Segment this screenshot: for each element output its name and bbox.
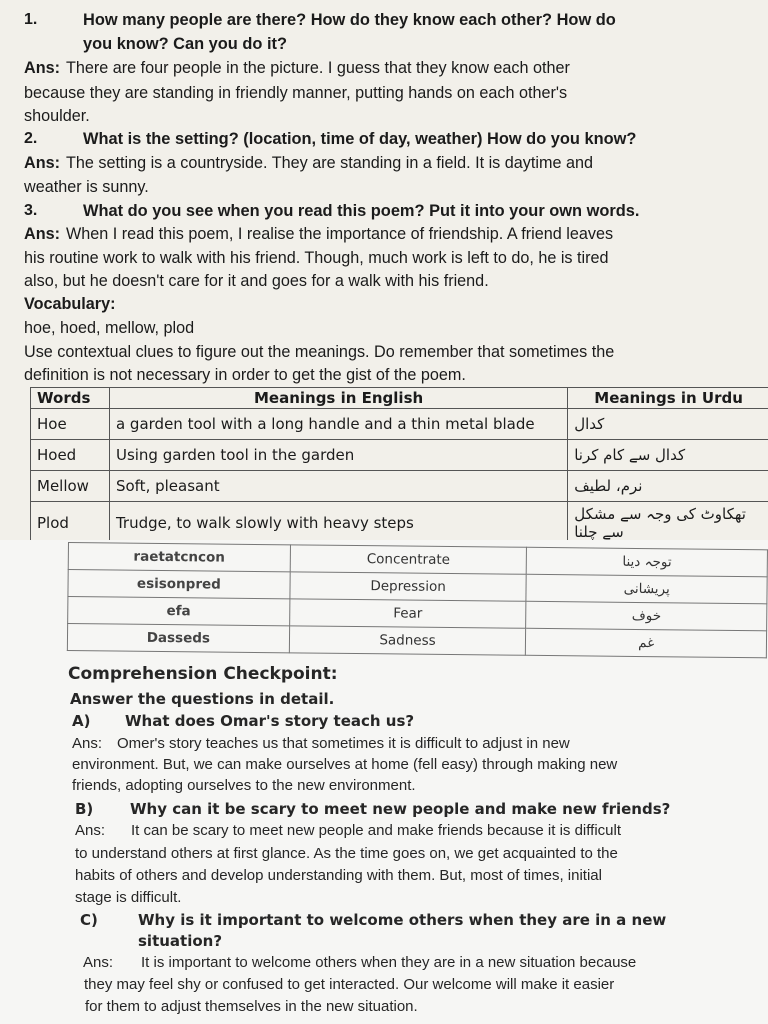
question-label: A) — [72, 712, 91, 730]
answer-text: they may feel shy or confused to get interacted. Our welcome will make it easier — [84, 976, 615, 993]
question-text: Why can it be scary to meet new people and make new friends? — [130, 800, 671, 818]
word-cell: Hoed — [31, 440, 110, 471]
english-meaning-cell: Fear — [289, 599, 526, 628]
question-text: Why is it important to welcome others when they are in a new — [138, 911, 667, 929]
scrambled-word-cell: esisonpred — [68, 570, 290, 599]
english-meaning-cell: Concentrate — [290, 545, 527, 574]
question-number: 3. — [24, 202, 38, 219]
urdu-meaning-cell: خوف — [526, 601, 767, 631]
answer-text: It can be scary to meet new people and make friends because it is difficult — [131, 822, 621, 839]
urdu-meaning-cell: تھکاوٹ کی وجہ سے مشکل سے چلنا — [568, 502, 768, 541]
question-text: What is the setting? (location, time of day, weather) How do you know? — [83, 130, 637, 148]
urdu-meaning-cell: کدال — [568, 409, 768, 440]
question-text: you know? Can you do it? — [83, 35, 287, 53]
checkpoint-heading: Comprehension Checkpoint: — [68, 664, 338, 684]
scrambled-word-cell: Dasseds — [67, 624, 289, 653]
answer-text: for them to adjust themselves in the new situation. — [85, 998, 418, 1015]
question-text: situation? — [138, 932, 223, 950]
answer-text: habits of others and develop understanding with them. But, most of times, initial — [75, 867, 602, 884]
answer-label: Ans: — [83, 954, 114, 971]
table-row — [31, 409, 768, 440]
urdu-meaning-cell: پریشانی — [526, 574, 767, 604]
answer-line — [24, 58, 570, 78]
word-cell: Hoe — [31, 409, 110, 440]
answer-text: friends, adopting ourselves to the new environment. — [72, 777, 416, 794]
scrambled-word-cell: efa — [68, 597, 290, 626]
answer-text: to understand others at first glance. As the time goes on, we get acquainted to the — [75, 845, 618, 862]
column-header-urdu: Meanings in Urdu — [568, 388, 768, 409]
answer-line — [24, 153, 593, 173]
question-text: What do you see when you read this poem? Put it into your own words. — [83, 202, 640, 220]
column-header-words: Words — [31, 388, 110, 409]
answer-label: Ans: — [24, 154, 60, 172]
word-cell: Plod — [31, 502, 110, 541]
answer-text: stage is difficult. — [75, 889, 182, 906]
answer-text: Omer's story teaches us that sometimes it is difficult to adjust in new — [117, 735, 570, 752]
question-label: B) — [75, 800, 94, 818]
english-meaning-cell: Using garden tool in the garden — [109, 440, 567, 471]
english-meaning-cell: Soft, pleasant — [109, 471, 567, 502]
answer-line — [24, 224, 613, 244]
urdu-meaning-cell: توجہ دینا — [527, 547, 768, 577]
word-cell: Mellow — [31, 471, 110, 502]
question-number: 2. — [24, 130, 38, 147]
vocabulary-table — [30, 387, 768, 540]
question-text: How many people are there? How do they know each other? How do — [83, 11, 616, 29]
table-row — [31, 502, 768, 541]
urdu-meaning-cell: غم — [526, 628, 767, 658]
table-row — [31, 471, 768, 502]
answer-text: because they are standing in friendly manner, putting hands on each other's — [24, 84, 568, 102]
question-text: What does Omar's story teach us? — [125, 712, 415, 730]
vocabulary-instruction: Use contextual clues to figure out the meanings. Do remember that sometimes the — [24, 343, 615, 361]
answer-label: Ans: — [72, 735, 103, 752]
vocabulary-heading: Vocabulary: — [24, 295, 116, 313]
answer-text: There are four people in the picture. I guess that they know each other — [65, 59, 570, 77]
question-number: 1. — [24, 11, 38, 28]
answer-text: environment. But, we can make ourselves at home (fell easy) through making new — [72, 756, 618, 773]
scrambled-word-cell: raetatcncon — [68, 543, 290, 572]
scrambled-words-table — [67, 542, 768, 658]
vocabulary-instruction: definition is not necessary in order to get the gist of the poem. — [24, 366, 466, 384]
answer-text: The setting is a countryside. They are standing in a field. It is daytime and — [65, 154, 593, 172]
english-meaning-cell: Sadness — [289, 626, 526, 655]
english-meaning-cell: a garden tool with a long handle and a thin metal blade — [109, 409, 567, 440]
answer-label: Ans: — [24, 225, 60, 243]
answer-text: When I read this poem, I realise the importance of friendship. A friend leaves — [65, 225, 614, 243]
answer-label: Ans: — [75, 822, 106, 839]
answer-text: his routine work to walk with his friend. Though, much work is left to do, he is tired — [24, 249, 609, 267]
english-meaning-cell: Depression — [290, 572, 527, 601]
answer-text: It is important to welcome others when they are in a new situation because — [141, 954, 637, 971]
answer-label: Ans: — [24, 59, 60, 77]
checkpoint-instruction: Answer the questions in detail. — [70, 690, 335, 708]
urdu-meaning-cell: کدال سے کام کرنا — [568, 440, 768, 471]
vocabulary-words: hoe, hoed, mellow, plod — [24, 319, 195, 337]
table-header-row — [31, 388, 768, 409]
question-label: C) — [80, 911, 98, 929]
textbook-page-bottom — [0, 540, 768, 1024]
urdu-meaning-cell: نرم، لطیف — [568, 471, 768, 502]
column-header-english: Meanings in English — [109, 388, 567, 409]
answer-text: weather is sunny. — [24, 178, 149, 196]
table-row — [31, 440, 768, 471]
answer-text: also, but he doesn't care for it and goes for a walk with his friend. — [24, 272, 489, 290]
answer-text: shoulder. — [24, 107, 90, 125]
english-meaning-cell: Trudge, to walk slowly with heavy steps — [109, 502, 567, 541]
